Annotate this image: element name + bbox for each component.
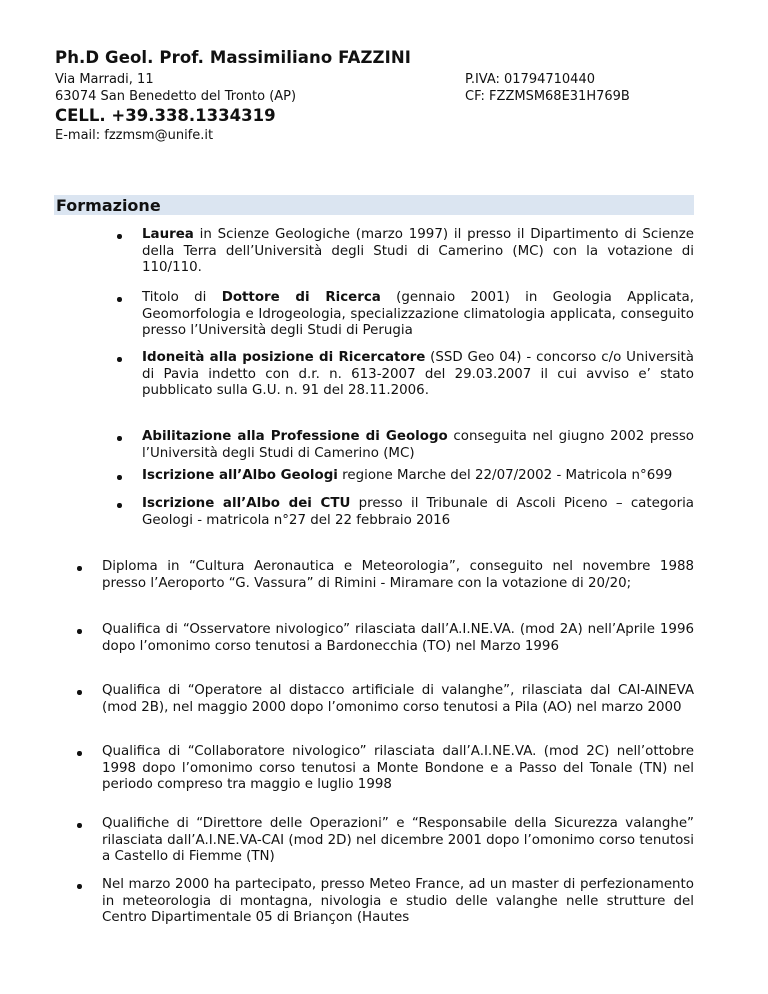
list-item: Titolo di Dottore di Ricerca (gennaio 2001) in Geologia Applicata, Geomorfologia e Idrogeologia, specializzazione climatologia applicata, conseguito presso l’Università degli Studi di Perugia [142,290,695,339]
bullet-icon [77,566,82,571]
bullet-icon [117,234,122,239]
bullet-icon [77,884,82,889]
list-item: Laurea in Scienze Geologiche (marzo 1997) il presso il Dipartimento di Scienze della Terra dell’Università degli Studi di Camerino (MC) con la votazione di 110/110. [142,227,694,276]
bullet-icon [117,475,122,480]
partita-iva: P.IVA: 01794710440 [465,72,595,87]
list-item: Abilitazione alla Professione di Geologo conseguita nel giugno 2002 presso l’Università degli Studi di Camerino (MC) [142,429,694,461]
bullet-icon [77,751,82,756]
list-item: Idoneità alla posizione di Ricercatore (SSD Geo 04) - concorso c/o Università di Pavia indetto con d.r. n. 613-2007 del 29.03.2007 il cui avviso e’ stato pubblicato sulla G.U. n. 91 del 28.11.2006. [142,350,694,399]
codice-fiscale: CF: FZZMSM68E31H769B [465,89,630,104]
list-item: Qualifica di “Operatore al distacco artificiale di valanghe”, rilasciata dal CAI-AINEVA (mod 2B), nel maggio 2000 dopo l’omonimo corso tenutosi a Pila (AO) nel marzo 2000 [102,683,694,715]
bullet-icon [117,503,122,508]
address-block [55,71,296,105]
address-city: 63074 San Benedetto del Tronto (AP) [55,89,297,104]
email-address: E-mail: fzzmsm@unife.it [55,128,214,143]
cell-phone: CELL. +39.338.1334319 [55,106,276,125]
list-item: Diploma in “Cultura Aeronautica e Meteorologia”, conseguito nel novembre 1988 presso l’Aeroporto “G. Vassura” di Rimini - Miramare con la votazione di 20/20; [102,559,694,591]
tax-block [465,71,630,105]
section-title: Formazione [56,196,161,215]
list-item: Qualifiche di “Direttore delle Operazioni” e “Responsabile della Sicurezza valanghe” rilasciata dall’A.I.NE.VA-CAI (mod 2D) nel dicembre 2001 dopo l’omonimo corso tenutosi a Castello di Fiemme (TN) [102,816,694,865]
bullet-icon [117,357,122,362]
list-item: Iscrizione all’Albo dei CTU presso il Tribunale di Ascoli Piceno – categoria Geologi - matricola n°27 del 22 febbraio 2016 [142,496,695,528]
list-item: Qualifica di “Osservatore nivologico” rilasciata dall’A.I.NE.VA. (mod 2A) nell’Aprile 1996 dopo l’omonimo corso tenutosi a Bardonecchia (TO) nel Marzo 1996 [102,622,694,654]
author-name: Ph.D Geol. Prof. Massimiliano FAZZINI [55,48,411,67]
bullet-icon [77,629,82,634]
list-item: Iscrizione all’Albo Geologi regione Marche del 22/07/2002 - Matricola n°699 [142,468,673,483]
section-header [54,195,694,215]
list-item: Qualifica di “Collaboratore nivologico” rilasciata dall’A.I.NE.VA. (mod 2C) nell’ottobre 1998 dopo l’omonimo corso tenutosi a Monte Bondone e a Passo del Tonale (TN) nel periodo compreso tra maggio e luglio 1998 [102,744,694,793]
bullet-icon [117,297,122,302]
list-item: Nel marzo 2000 ha partecipato, presso Meteo France, ad un master di perfezionamento in meteorologia di montagna, nivologia e studio delle valanghe nelle strutture del Centro Dipartimentale 05 di Briançon (Hautes [102,877,694,926]
bullet-icon [77,690,82,695]
bullet-icon [117,436,122,441]
bullet-icon [77,823,82,828]
address-street: Via Marradi, 11 [55,72,154,87]
